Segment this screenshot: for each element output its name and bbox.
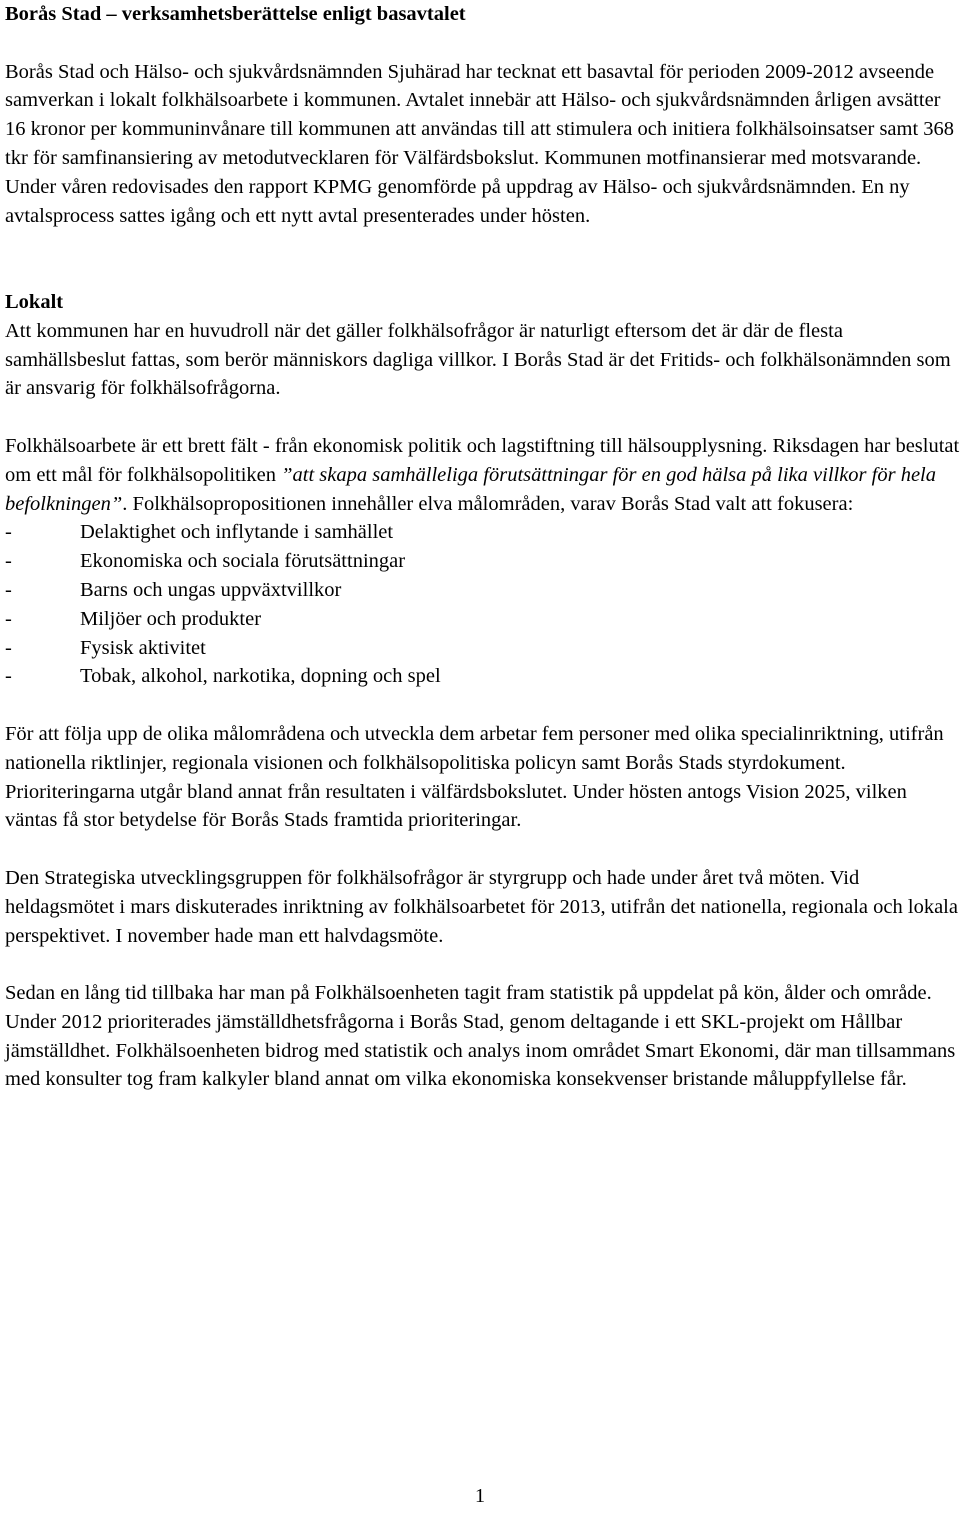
list-item: [5, 576, 960, 605]
focus-paragraph: [5, 432, 960, 518]
list-item-text: Fysisk aktivitet: [80, 636, 206, 659]
list-item: [5, 547, 960, 576]
staff-paragraph: För att följa upp de olika målområdena och utveckla dem arbetar fem personer med olika specialinriktning, utifrån nationella riktlinjer, regionala visionen och folkhälsopolitiska policyn samt Borås Stads styrdokument. Prioriteringarna utgår bland annat från resultaten i välfärdsbokslutet. Under hösten antogs Vision 2025, vilken väntas få stor betydelse för Borås Stads framtida prioriteringar.: [5, 722, 944, 832]
strategic-group-paragraph: Den Strategiska utvecklingsgruppen för folkhälsofrågor är styrgrupp och hade under året två möten. Vid heldagsmötet i mars diskuterades inriktning av folkhälsoarbetet för 2013, utifrån det nationella, regionala och lokala perspektivet. I november hade man ett halvdagsmöte.: [5, 866, 958, 947]
list-marker: -: [5, 607, 12, 630]
focus-paragraph-tail: . Folkhälsopropositionen innehåller elva målområden, varav Borås Stad valt att fokusera:: [122, 492, 854, 515]
list-marker: -: [5, 521, 12, 544]
statistics-paragraph: Sedan en lång tid tillbaka har man på Folkhälsoenheten tagit fram statistik på uppdelat på kön, ålder och område. Under 2012 prioriterades jämställdhetsfrågorna i Borås Stad, genom deltagande i ett SKL-projekt om Hållbar jämställdhet. Folkhälsoenheten bidrog med statistik och analys inom området Smart Ekonomi, där man tillsammans med konsulter tog fram kalkyler bland annat om vilka ekonomiska konsekvenser bristande måluppfyllelse får.: [5, 982, 956, 1091]
document-page: [5, 0, 960, 1094]
policy-goal-quote: ”att skapa samhälleliga förutsättningar för en god hälsa på lika villkor för hela befolkningen”: [5, 463, 936, 515]
list-item: [5, 634, 960, 663]
spacer: [5, 230, 960, 288]
list-item-text: Barns och ungas uppväxtvillkor: [80, 578, 342, 601]
list-marker: -: [5, 636, 12, 659]
spacer: [5, 29, 960, 58]
list-marker: -: [5, 578, 12, 601]
focus-area-list: [5, 518, 960, 691]
list-item-text: Ekonomiska och sociala förutsättningar: [80, 550, 406, 573]
spacer: [5, 691, 960, 720]
list-item-text: Miljöer och produkter: [80, 607, 262, 630]
list-item-text: Tobak, alkohol, narkotika, dopning och spel: [80, 665, 441, 688]
intro-paragraph: Borås Stad och Hälso- och sjukvårdsnämnden Sjuhärad har tecknat ett basavtal för perioden 2009-2012 avseende samverkan i lokalt folkhälsoarbete i kommunen. Avtalet innebär att Hälso- och sjukvårdsnämnden årligen avsätter 16 kronor per kommuninvånare till kommunen att användas till att stimulera och initiera folkhälsoinsatser samt 368 tkr för samfinansiering av metodutvecklaren för Välfärdsbokslut. Kommunen motfinansierar med motsvarande. Under våren redovisades den rapport KPMG genomförde på uppdrag av Hälso- och sjukvårdsnämnden. En ny avtalsprocess sattes igång och ett nytt avtal presenterades under hösten.: [5, 60, 955, 227]
focus-paragraph-lead: Folkhälsoarbete är ett brett fält - från ekonomisk politik och lagstiftning till hälsoupplysning. Riksdagen har beslutat om ett mål för folkhälsopolitiken: [5, 434, 960, 486]
section-heading-lokalt: Lokalt: [5, 290, 64, 313]
list-item: [5, 662, 960, 691]
list-item-text: Delaktighet och inflytande i samhället: [80, 521, 394, 544]
spacer: [5, 835, 960, 864]
spacer: [5, 403, 960, 432]
spacer: [5, 950, 960, 979]
list-marker: -: [5, 665, 12, 688]
local-paragraph: Att kommunen har en huvudroll när det gäller folkhälsofrågor är naturligt eftersom det är där de flesta samhällsbeslut fattas, som berör människors dagliga villkor. I Borås Stad är det Fritids- och folkhälsonämnden som är ansvarig för folkhälsofrågorna.: [5, 319, 951, 400]
document-title: Borås Stad – verksamhetsberättelse enligt basavtalet: [5, 3, 466, 25]
list-marker: -: [5, 550, 12, 573]
list-item: [5, 605, 960, 634]
list-item: [5, 518, 960, 547]
page-number: 1: [474, 1485, 486, 1507]
